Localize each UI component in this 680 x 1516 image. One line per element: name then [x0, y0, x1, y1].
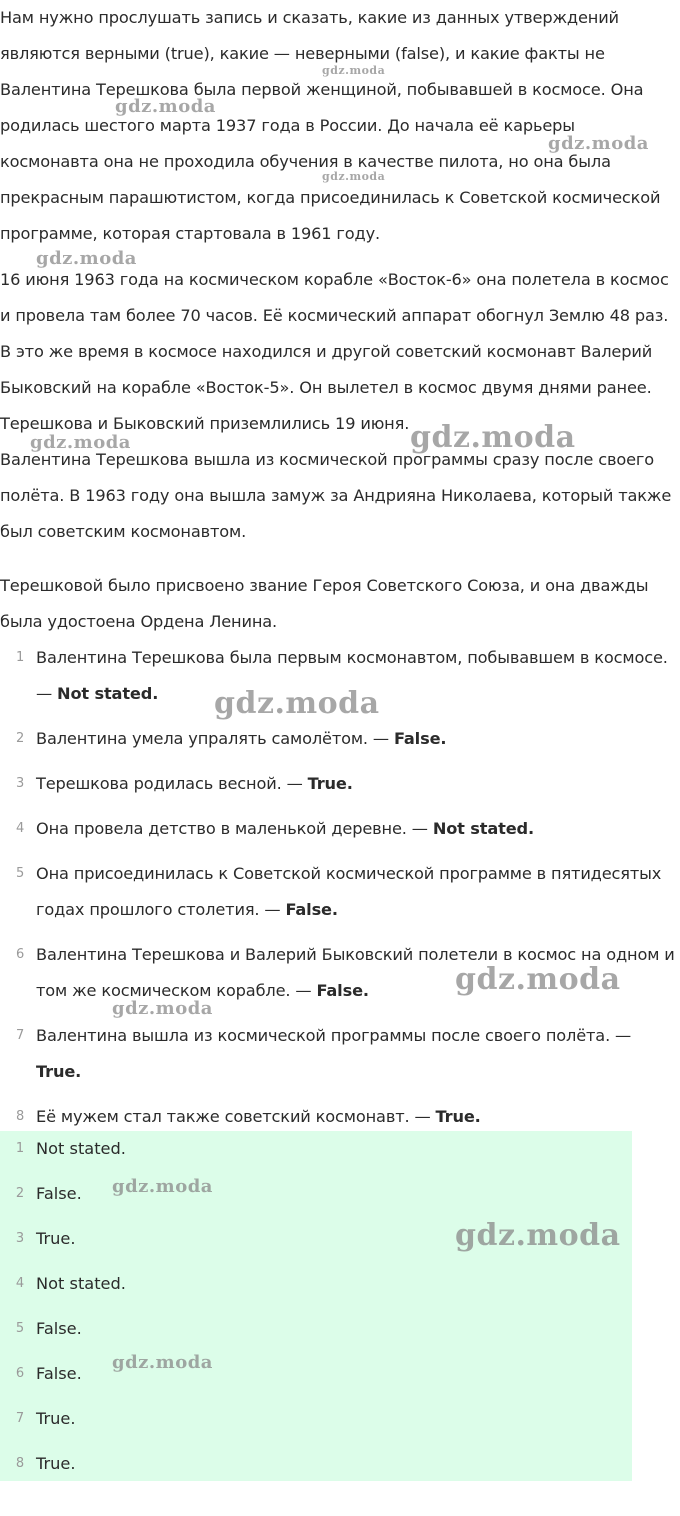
statement-number: 7 — [15, 1028, 25, 1043]
statement-answer: True. — [36, 1062, 82, 1081]
statement-text: Валентина умела упралять самолётом. — — [36, 729, 394, 748]
statement-answer: False. — [316, 981, 369, 1000]
statement-number: 4 — [15, 821, 25, 836]
statement-text: Валентина Терешкова была первым космонавтом, побывавшем в космосе. — — [36, 648, 668, 703]
watermark: gdz.moda — [322, 170, 386, 183]
statement-item — [0, 721, 680, 757]
watermark: gdz.moda — [322, 64, 386, 77]
watermark: gdz.moda — [455, 962, 621, 997]
watermark: gdz.moda — [214, 686, 380, 721]
answer-item — [0, 1356, 632, 1401]
statement-number: 1 — [15, 650, 25, 665]
watermark: gdz.moda — [112, 1176, 213, 1197]
answer-text: True. — [36, 1409, 76, 1428]
answer-item — [0, 1401, 632, 1446]
watermark: gdz.moda — [112, 998, 213, 1019]
watermark: gdz.moda — [36, 248, 137, 269]
answer-item — [0, 1311, 632, 1356]
flight-paragraph: 16 июня 1963 года на космическом корабле «Восток-6» она полетела в космос и провела там более 70 часов. Её космический аппарат обогнул Землю 48 раз. В это же время в космосе находился и другой советский космонавт Валерий Быковский на корабле «Восток-5». Он вылетел в космос двумя днями ранее. Терешкова и Быковский приземлились 19 июня. — [0, 270, 669, 433]
statement-text: Её мужем стал также советский космонавт. — — [36, 1107, 436, 1126]
statement-number: 6 — [15, 947, 25, 962]
answer-number: 5 — [15, 1321, 25, 1336]
statement-answer: Not stated. — [57, 684, 159, 703]
statement-text: Валентина вышла из космической программы после своего полёта. — — [36, 1026, 632, 1045]
answer-item — [0, 1446, 632, 1491]
statement-item — [0, 1099, 680, 1135]
statement-number: 5 — [15, 866, 25, 881]
awards-paragraph: Терешковой было присвоено звание Героя Советского Союза, и она дважды была удостоена Ордена Ленина. — [0, 576, 649, 631]
answer-number: 7 — [15, 1411, 25, 1426]
answer-item — [0, 1131, 632, 1176]
intro-paragraph: Нам нужно прослушать запись и сказать, какие из данных утверждений являются верными (true), какие — неверными (false), и какие факты не Валентина Терешкова была первой женщиной, побывавшей в космосе. Она родилась шестого марта 1937 года в России. До начала её карьеры космонавта она не проходила обучения в качестве пилота, но она была прекрасным парашютистом, когда присоединилась к Советской космической программе, которая стартовала в 1961 году. — [0, 8, 661, 243]
statement-number: 3 — [15, 776, 25, 791]
statement-text: Она провела детство в маленькой деревне. — — [36, 819, 433, 838]
answer-text: False. — [36, 1364, 82, 1383]
statement-answer: Not stated. — [432, 819, 534, 838]
statement-text: Она присоединилась к Советской космической программе в пятидесятых годах прошлого столетия. — — [36, 864, 662, 919]
marriage-paragraph: Валентина Терешкова вышла из космической программы сразу после своего полёта. В 1963 году она вышла замуж за Андрияна Николаева, который также был советским космонавтом. — [0, 450, 672, 541]
answer-number: 6 — [15, 1366, 25, 1381]
answers-list — [0, 1131, 632, 1481]
watermark: gdz.moda — [112, 1352, 213, 1373]
answer-item — [0, 1266, 632, 1311]
statement-item — [0, 811, 680, 847]
answer-text: Not stated. — [36, 1274, 126, 1293]
statement-item — [0, 766, 680, 802]
statement-answer: False. — [393, 729, 447, 748]
answer-text: True. — [36, 1454, 76, 1473]
watermark: gdz.moda — [115, 96, 216, 117]
answer-text: False. — [36, 1319, 82, 1338]
statement-answer: True. — [435, 1107, 481, 1126]
answer-text: Not stated. — [36, 1139, 126, 1158]
answer-number: 8 — [15, 1456, 25, 1471]
answer-item — [0, 1176, 632, 1221]
statement-item — [0, 856, 680, 928]
statement-answer: False. — [285, 900, 338, 919]
watermark: gdz.moda — [455, 1218, 621, 1253]
statement-text: Валентина Терешкова и Валерий Быковский полетели в космос на одном и том же космическом корабле. — — [36, 945, 675, 1000]
answer-number: 3 — [15, 1231, 25, 1246]
answer-number: 2 — [15, 1186, 25, 1201]
statement-item — [0, 1018, 680, 1090]
answer-text: True. — [36, 1229, 76, 1248]
answer-text: False. — [36, 1184, 82, 1203]
watermark: gdz.moda — [410, 420, 576, 455]
answer-number: 1 — [15, 1141, 25, 1156]
watermark: gdz.moda — [30, 432, 131, 453]
statement-text: Терешкова родилась весной. — — [36, 774, 308, 793]
statement-number: 8 — [15, 1109, 25, 1124]
watermark: gdz.moda — [548, 133, 649, 154]
statement-answer: True. — [307, 774, 353, 793]
answer-number: 4 — [15, 1276, 25, 1291]
statement-number: 2 — [15, 731, 25, 746]
